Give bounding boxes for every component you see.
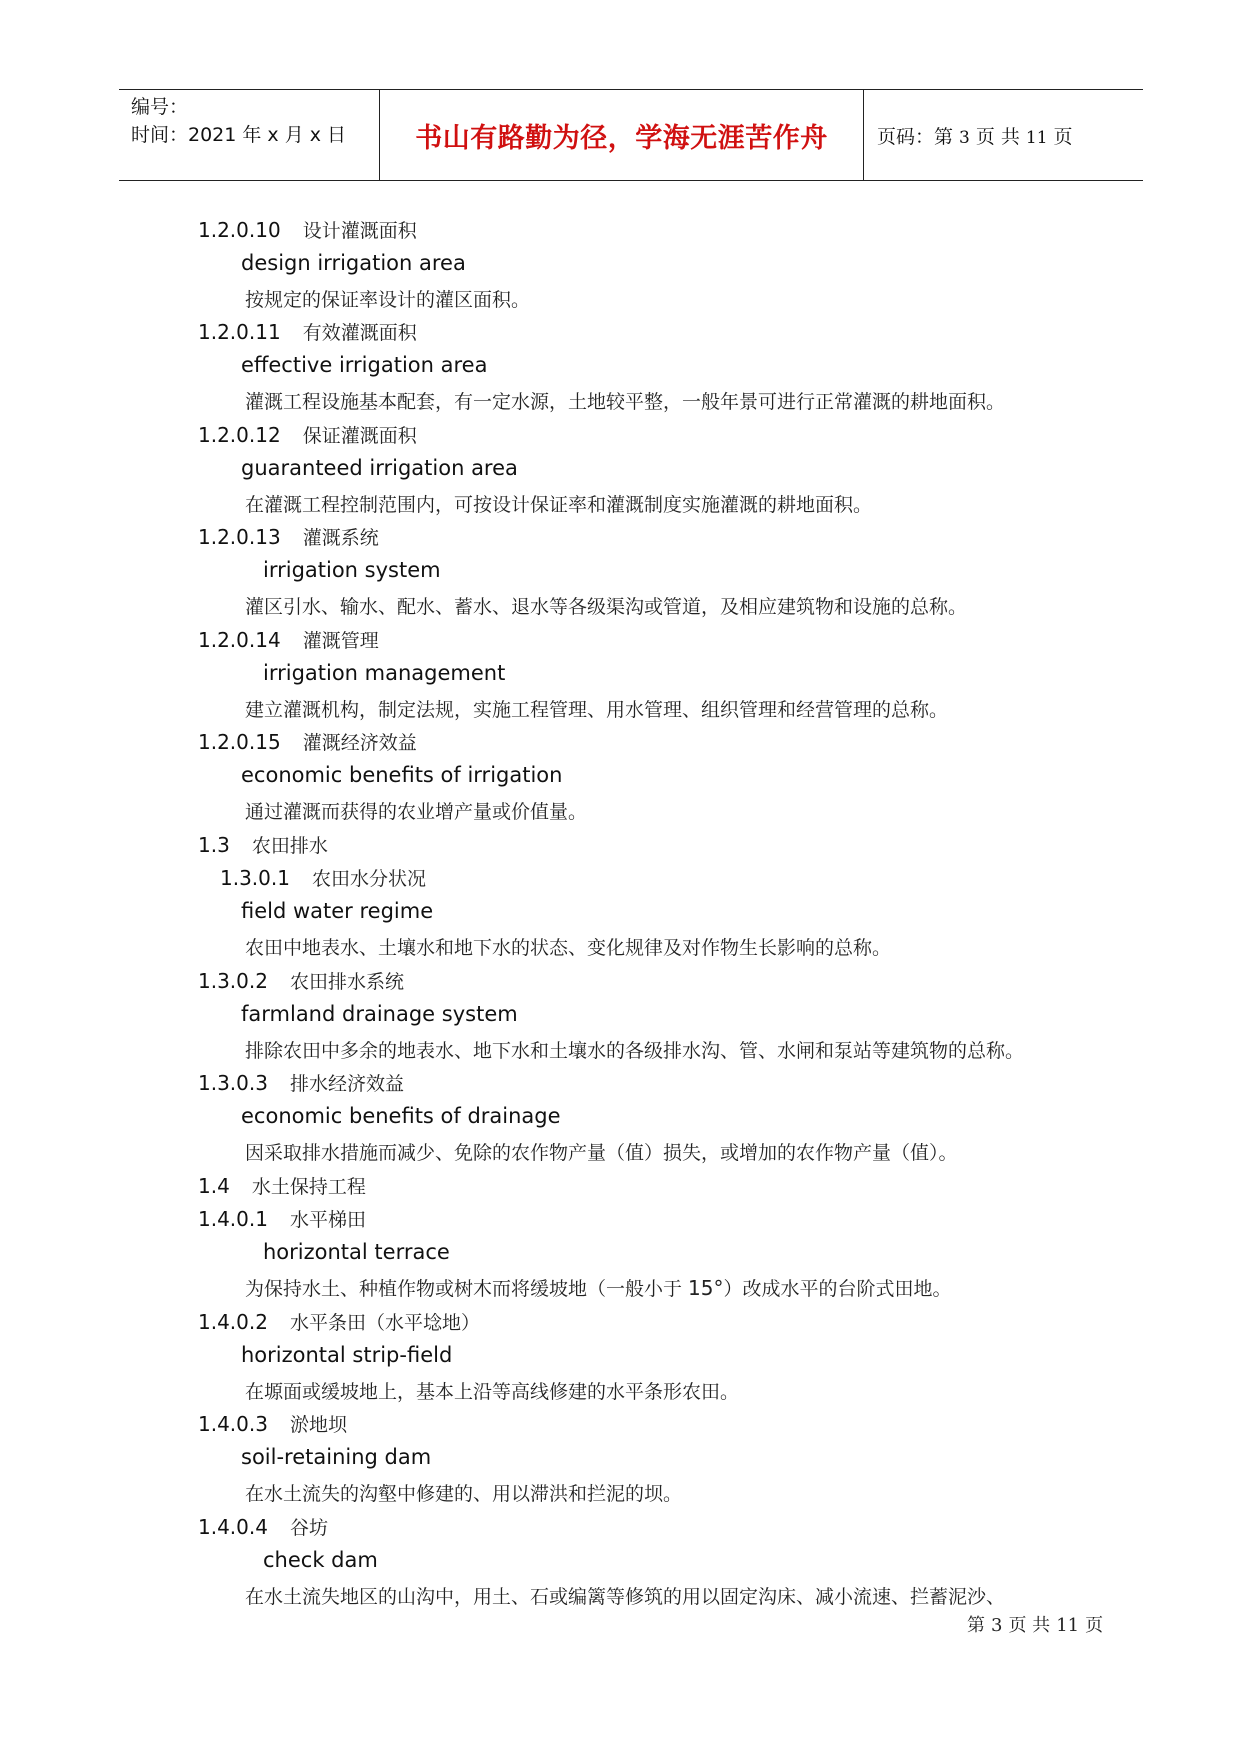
term-definition: 按规定的保证率设计的灌区面积。 bbox=[245, 289, 531, 311]
term-english: soil-retaining dam bbox=[241, 1445, 432, 1469]
term-code: 1.2.0.11 bbox=[198, 320, 281, 344]
term-heading bbox=[198, 421, 417, 448]
term-heading bbox=[198, 216, 417, 243]
term-heading bbox=[198, 523, 379, 550]
term-heading bbox=[198, 1513, 328, 1540]
header-page-suffix: 页 bbox=[1053, 125, 1073, 148]
term-english: farmland drainage system bbox=[241, 1002, 518, 1026]
term-definition: 在水土流失的沟壑中修建的、用以滞洪和拦泥的坝。 bbox=[245, 1483, 683, 1505]
term-english: economic benefits of irrigation bbox=[241, 763, 563, 787]
term-code: 1.3.0.1 bbox=[220, 866, 290, 890]
section-title: 水土保持工程 bbox=[251, 1176, 366, 1198]
term-english: field water regime bbox=[241, 899, 434, 923]
footer-page-mid: 页 共 bbox=[1008, 1615, 1051, 1636]
footer-page-suffix: 页 bbox=[1085, 1615, 1104, 1636]
term-code: 1.4.0.1 bbox=[198, 1207, 268, 1231]
slope-angle-value: 15° bbox=[688, 1276, 724, 1300]
term-english: design irrigation area bbox=[241, 251, 466, 275]
header-motto-cell bbox=[379, 90, 864, 180]
term-code: 1.2.0.13 bbox=[198, 525, 281, 549]
section-code: 1.3 bbox=[198, 833, 230, 857]
term-chinese: 淤地坝 bbox=[289, 1414, 347, 1436]
term-chinese: 有效灌溉面积 bbox=[302, 322, 417, 344]
term-code: 1.4.0.3 bbox=[198, 1412, 268, 1436]
footer-page-total: 11 bbox=[1056, 1615, 1080, 1636]
term-english: horizontal strip-field bbox=[241, 1343, 453, 1367]
header-page-current: 3 bbox=[959, 127, 970, 148]
header-page-number bbox=[877, 122, 1073, 149]
header-page-cell bbox=[864, 90, 1143, 180]
document-time-label: 时间：2021 年 x 月 x 日 bbox=[131, 124, 347, 146]
header-page-mid: 页 共 bbox=[975, 125, 1020, 148]
term-definition: 在灌溉工程控制范围内，可按设计保证率和灌溉制度实施灌溉的耕地面积。 bbox=[245, 494, 873, 516]
section-title: 农田排水 bbox=[251, 835, 328, 857]
term-heading bbox=[198, 626, 379, 653]
term-english: effective irrigation area bbox=[241, 353, 488, 377]
term-chinese: 灌溉管理 bbox=[302, 630, 379, 652]
term-english: horizontal terrace bbox=[263, 1240, 450, 1264]
term-chinese: 水平条田（水平埝地） bbox=[289, 1312, 480, 1334]
header-page-prefix: 页码：第 bbox=[877, 125, 954, 148]
term-heading bbox=[220, 864, 426, 891]
term-code: 1.3.0.3 bbox=[198, 1071, 268, 1095]
term-chinese: 农田排水系统 bbox=[289, 971, 404, 993]
term-code: 1.2.0.15 bbox=[198, 730, 281, 754]
term-english: guaranteed irrigation area bbox=[241, 456, 518, 480]
term-chinese: 谷坊 bbox=[289, 1517, 328, 1539]
term-definition: 灌区引水、输水、配水、蓄水、退水等各级渠沟或管道，及相应建筑物和设施的总称。 bbox=[245, 596, 968, 618]
footer-page-current: 3 bbox=[991, 1615, 1003, 1636]
term-heading bbox=[198, 318, 417, 345]
header-page-total: 11 bbox=[1025, 127, 1048, 148]
term-english: irrigation management bbox=[263, 661, 506, 685]
term-definition: 在塬面或缓坡地上，基本上沿等高线修建的水平条形农田。 bbox=[245, 1381, 740, 1403]
term-definition: 通过灌溉而获得的农业增产量或价值量。 bbox=[245, 801, 588, 823]
term-chinese: 设计灌溉面积 bbox=[302, 220, 417, 242]
term-heading bbox=[198, 967, 404, 994]
section-heading bbox=[198, 831, 328, 858]
term-definition: 因采取排水措施而减少、免除的农作物产量（值）损失，或增加的农作物产量（值）。 bbox=[245, 1142, 958, 1164]
section-heading bbox=[198, 1172, 366, 1199]
term-english: economic benefits of drainage bbox=[241, 1104, 561, 1128]
term-code: 1.2.0.10 bbox=[198, 218, 281, 242]
page-header bbox=[119, 89, 1143, 181]
term-definition: 排除农田中多余的地表水、地下水和土壤水的各级排水沟、管、水闸和泵站等建筑物的总称。 bbox=[245, 1040, 1025, 1062]
term-english: irrigation system bbox=[263, 558, 441, 582]
term-code: 1.3.0.2 bbox=[198, 969, 268, 993]
section-code: 1.4 bbox=[198, 1174, 230, 1198]
term-chinese: 灌溉系统 bbox=[302, 527, 379, 549]
footer-page-prefix: 第 bbox=[967, 1615, 985, 1636]
term-definition: 在水土流失地区的山沟中，用土、石或编篱等修筑的用以固定沟床、减小流速、拦蓄泥沙、 bbox=[245, 1586, 1006, 1608]
document-number-label: 编号： bbox=[131, 96, 189, 118]
term-code: 1.4.0.2 bbox=[198, 1310, 268, 1334]
term-chinese: 灌溉经济效益 bbox=[302, 732, 417, 754]
term-definition bbox=[245, 1274, 952, 1301]
term-chinese: 农田水分状况 bbox=[311, 868, 426, 890]
term-definition: 灌溉工程设施基本配套，有一定水源，土地较平整，一般年景可进行正常灌溉的耕地面积。 bbox=[245, 391, 1006, 413]
term-definition-part: ）改成水平的台阶式田地。 bbox=[723, 1278, 952, 1300]
term-heading bbox=[198, 1308, 480, 1335]
term-heading bbox=[198, 1069, 404, 1096]
page-footer bbox=[967, 1611, 1103, 1637]
term-definition: 建立灌溉机构，制定法规，实施工程管理、用水管理、组织管理和经营管理的总称。 bbox=[245, 699, 949, 721]
term-definition-part: 为保持水土、种植作物或树木而将缓坡地（一般小于 bbox=[245, 1278, 689, 1300]
term-code: 1.4.0.4 bbox=[198, 1515, 268, 1539]
term-code: 1.2.0.14 bbox=[198, 628, 281, 652]
term-chinese: 水平梯田 bbox=[289, 1209, 366, 1231]
term-heading bbox=[198, 1205, 366, 1232]
header-motto: 书山有路勤为径，学海无涯苦作舟 bbox=[415, 122, 828, 154]
term-english: check dam bbox=[263, 1548, 378, 1572]
term-heading bbox=[198, 728, 417, 755]
header-info-cell bbox=[119, 90, 379, 180]
term-chinese: 保证灌溉面积 bbox=[302, 425, 417, 447]
term-chinese: 排水经济效益 bbox=[289, 1073, 404, 1095]
term-code: 1.2.0.12 bbox=[198, 423, 281, 447]
term-definition: 农田中地表水、土壤水和地下水的状态、变化规律及对作物生长影响的总称。 bbox=[245, 937, 892, 959]
term-heading bbox=[198, 1410, 347, 1437]
